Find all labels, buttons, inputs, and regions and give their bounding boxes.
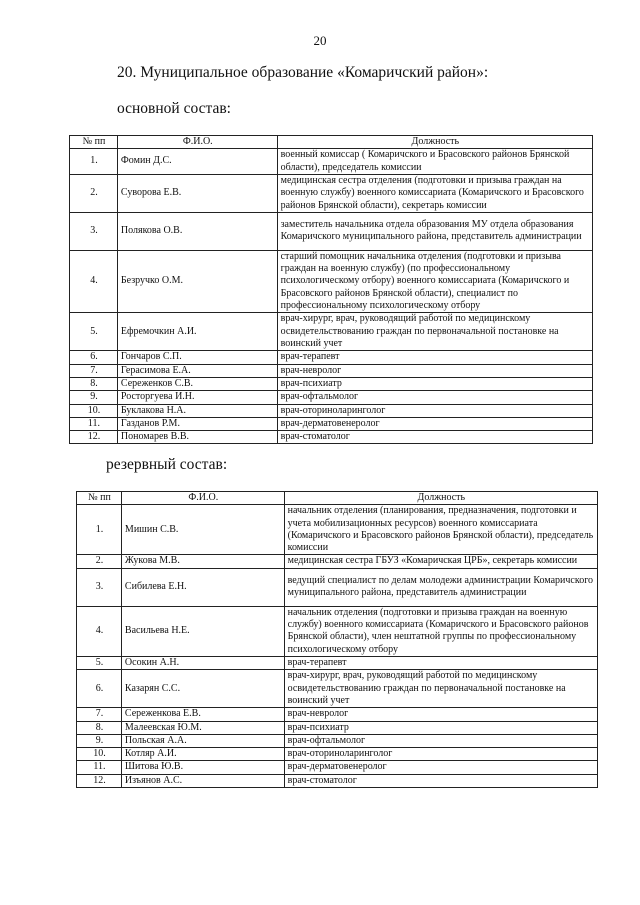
member-position: ведущий специалист по делам молодежи администрации Комаричского муниципального района, представитель администрации	[284, 568, 597, 606]
member-position: начальник отделения (подготовки и призыва граждан на военную службу) военного комиссариата (Комаричского и Брасовского районов Брянской области), член нештатной группы по профессиональному психологическому отбору	[284, 606, 597, 656]
row-number: 6.	[77, 670, 122, 708]
member-position: врач-стоматолог	[277, 431, 592, 444]
member-position: начальник отделения (планирования, предназначения, подготовки и учета мобилизационных ресурсов) военного комиссариата (Комаричского и Брасовского районов Брянской области), председатель комиссии	[284, 505, 597, 555]
member-position: врач-психиатр	[284, 721, 597, 734]
member-name: Безручко О.М.	[117, 250, 277, 312]
member-name: Польская А.А.	[121, 734, 284, 747]
row-number: 5.	[70, 313, 118, 351]
member-name: Шитова Ю.В.	[121, 761, 284, 774]
reserve-staff-title: резервный состав:	[106, 456, 228, 473]
member-name: Ефремочкин А.И.	[117, 313, 277, 351]
table-row	[77, 708, 598, 721]
row-number: 11.	[70, 417, 118, 430]
page-number: 20	[313, 33, 327, 48]
member-position: врач-невролог	[277, 364, 592, 377]
member-name: Полякова О.В.	[117, 212, 277, 250]
member-name: Сереженкова Е.В.	[121, 708, 284, 721]
row-number: 12.	[70, 431, 118, 444]
member-position: врач-хирург, врач, руководящий работой по медицинскому освидетельствованию граждан по первоначальной постановке на воинский учет	[284, 670, 597, 708]
table-row	[77, 774, 598, 787]
member-name: Газданов Р.М.	[117, 417, 277, 430]
row-number: 1.	[77, 505, 122, 555]
member-name: Жукова М.В.	[121, 555, 284, 568]
table-row	[70, 404, 593, 417]
row-number: 11.	[77, 761, 122, 774]
column-header-number: № пп	[77, 492, 122, 505]
main-staff-title: основной состав:	[117, 100, 231, 117]
row-number: 10.	[77, 748, 122, 761]
column-header-name: Ф.И.О.	[117, 136, 277, 149]
member-name: Фомин Д.С.	[117, 149, 277, 175]
table-row	[77, 656, 598, 669]
member-name: Пономарев В.В.	[117, 431, 277, 444]
row-number: 2.	[70, 174, 118, 212]
table-row	[70, 431, 593, 444]
member-position: медицинская сестра ГБУЗ «Комаричская ЦРБ», секретарь комиссии	[284, 555, 597, 568]
column-header-name: Ф.И.О.	[121, 492, 284, 505]
table-row	[77, 721, 598, 734]
member-position: врач-психиатр	[277, 377, 592, 390]
table-row	[77, 761, 598, 774]
row-number: 7.	[70, 364, 118, 377]
table-row	[70, 313, 593, 351]
member-position: врач-хирург, врач, руководящий работой по медицинскому освидетельствованию граждан по первоначальной постановке на воинский учет	[277, 313, 592, 351]
table-row	[70, 250, 593, 312]
row-number: 12.	[77, 774, 122, 787]
table-row	[70, 377, 593, 390]
table-row	[77, 748, 598, 761]
column-header-position: Должность	[277, 136, 592, 149]
table-header-row	[70, 136, 593, 149]
row-number: 6.	[70, 351, 118, 364]
table-row	[77, 606, 598, 656]
table-row	[70, 417, 593, 430]
table-row	[77, 568, 598, 606]
reserve-staff-table	[76, 491, 598, 788]
table-row	[70, 351, 593, 364]
member-position: старший помощник начальника отделения (подготовки и призыва граждан на военную службу) (по профессиональному психологическому отбору) военного комиссариата (Комаричского и Брасовского районов Брянской области), специалист по профессиональному психологическому отбору	[277, 250, 592, 312]
row-number: 3.	[70, 212, 118, 250]
row-number: 3.	[77, 568, 122, 606]
member-position: военный комиссар ( Комаричского и Брасовского районов Брянской области), председатель комиссии	[277, 149, 592, 175]
member-name: Росторгуева И.Н.	[117, 391, 277, 404]
table-row	[70, 364, 593, 377]
row-number: 5.	[77, 656, 122, 669]
member-position: врач-оториноларинголог	[277, 404, 592, 417]
main-staff-body	[70, 136, 593, 444]
row-number: 8.	[70, 377, 118, 390]
member-position: врач-терапевт	[277, 351, 592, 364]
member-name: Суворова Е.В.	[117, 174, 277, 212]
table-row	[70, 174, 593, 212]
row-number: 10.	[70, 404, 118, 417]
row-number: 9.	[70, 391, 118, 404]
row-number: 2.	[77, 555, 122, 568]
member-name: Васильева Н.Е.	[121, 606, 284, 656]
row-number: 8.	[77, 721, 122, 734]
member-position: врач-невролог	[284, 708, 597, 721]
reserve-staff-body	[77, 492, 598, 788]
column-header-number: № пп	[70, 136, 118, 149]
member-name: Казарян С.С.	[121, 670, 284, 708]
member-name: Буклакова Н.А.	[117, 404, 277, 417]
member-name: Малеевская Ю.М.	[121, 721, 284, 734]
section-heading: 20. Муниципальное образование «Комаричский район»:	[117, 64, 489, 81]
member-name: Герасимова Е.А.	[117, 364, 277, 377]
member-position: врач-оториноларинголог	[284, 748, 597, 761]
row-number: 9.	[77, 734, 122, 747]
member-position: заместитель начальника отдела образования МУ отдела образования Комаричского муниципального района, представитель администрации	[277, 212, 592, 250]
member-name: Котляр А.И.	[121, 748, 284, 761]
table-row	[77, 555, 598, 568]
table-row	[77, 734, 598, 747]
member-position: врач-стоматолог	[284, 774, 597, 787]
column-header-position: Должность	[284, 492, 597, 505]
member-position: врач-дерматовенеролог	[284, 761, 597, 774]
member-position: врач-терапевт	[284, 656, 597, 669]
row-number: 7.	[77, 708, 122, 721]
member-name: Изъянов А.С.	[121, 774, 284, 787]
member-name: Осокин А.Н.	[121, 656, 284, 669]
member-name: Сереженков С.В.	[117, 377, 277, 390]
table-row	[77, 505, 598, 555]
member-position: врач-дерматовенеролог	[277, 417, 592, 430]
table-row	[70, 212, 593, 250]
member-name: Сибилева Е.Н.	[121, 568, 284, 606]
row-number: 4.	[77, 606, 122, 656]
main-staff-table	[69, 135, 593, 444]
member-position: врач-офтальмолог	[284, 734, 597, 747]
row-number: 4.	[70, 250, 118, 312]
member-name: Мишин С.В.	[121, 505, 284, 555]
table-row	[70, 391, 593, 404]
table-row	[70, 149, 593, 175]
row-number: 1.	[70, 149, 118, 175]
table-row	[77, 670, 598, 708]
table-header-row	[77, 492, 598, 505]
member-name: Гончаров С.П.	[117, 351, 277, 364]
member-position: врач-офтальмолог	[277, 391, 592, 404]
member-position: медицинская сестра отделения (подготовки и призыва граждан на военную службу) военного комиссариата (Комаричского и Брасовского районов Брянской области), секретарь комиссии	[277, 174, 592, 212]
